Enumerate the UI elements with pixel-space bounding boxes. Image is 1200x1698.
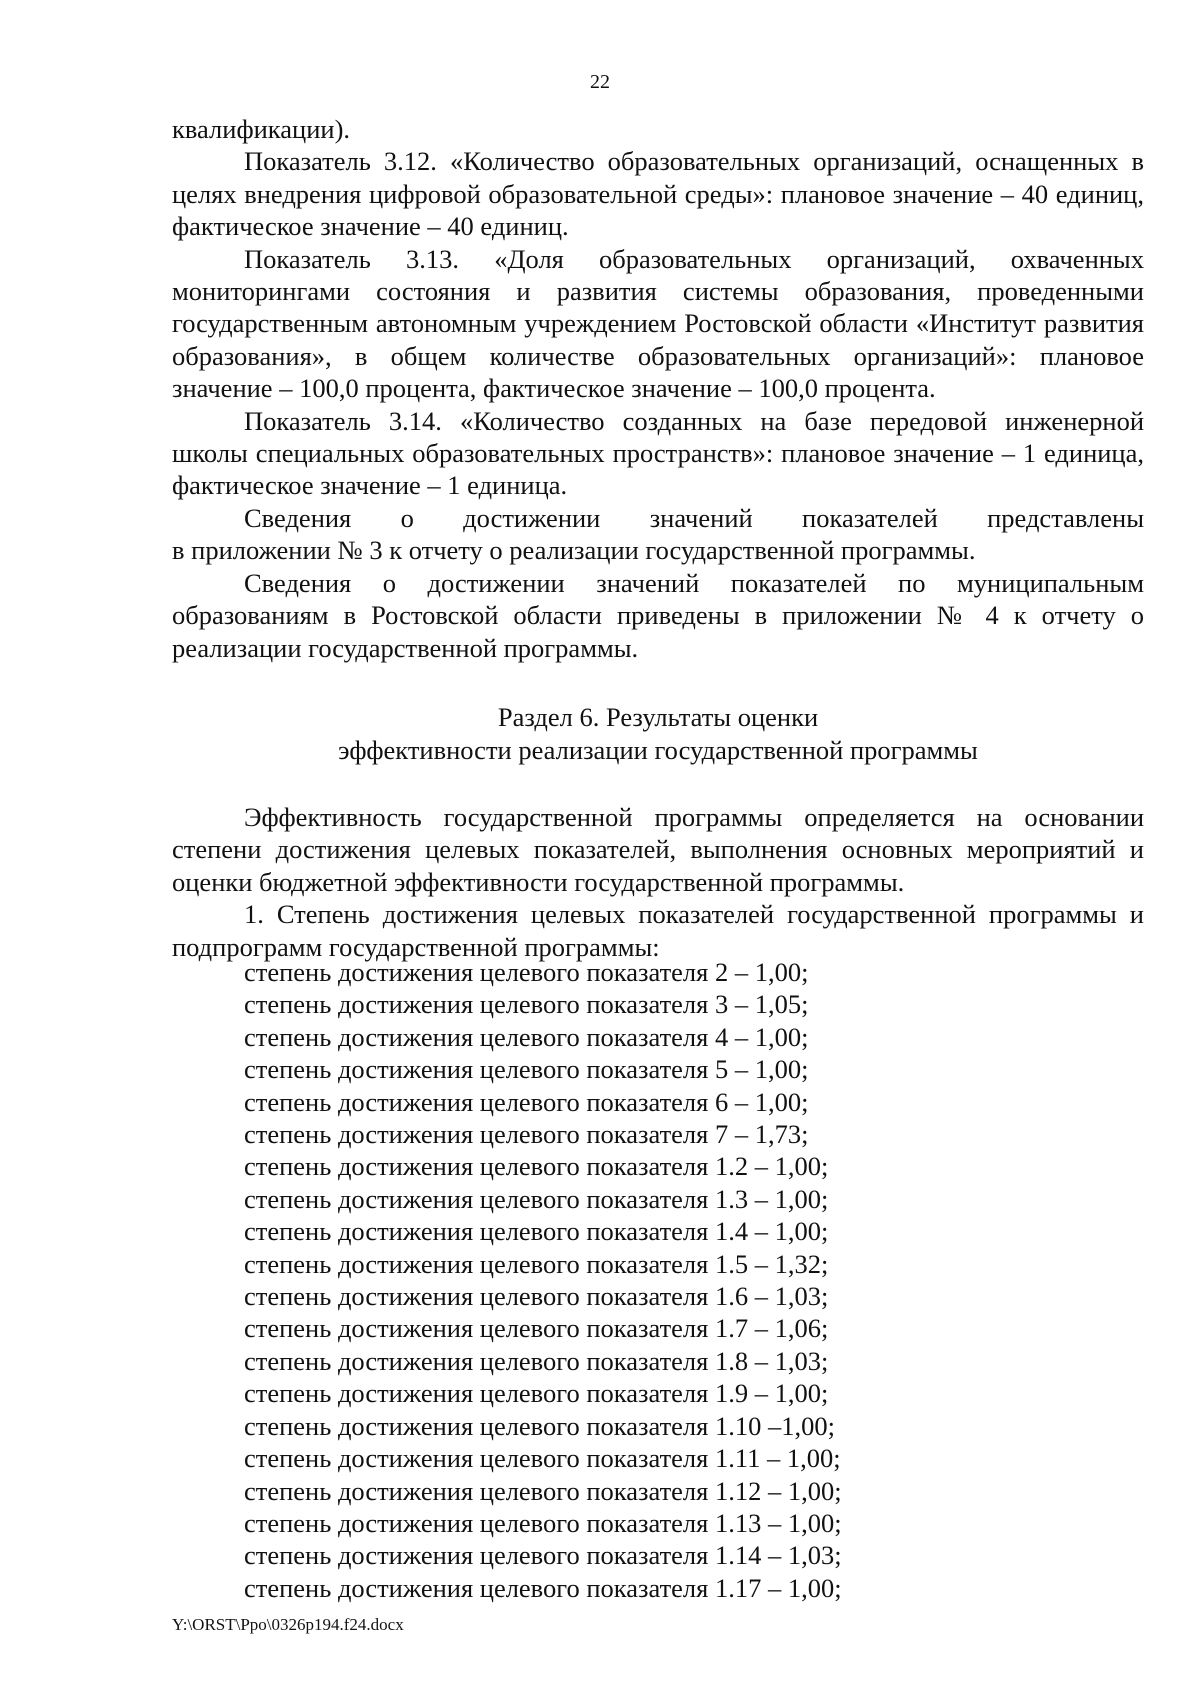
paragraph: Эффективность государственной программы определяется на основании степени достижения целевых показателей, выполнения основных мероприятий и оценки бюджетной эффективности государственной программы. [172, 802, 1144, 897]
indicator-item: степень достижения целевого показателя 3 – 1,05; [244, 989, 809, 1020]
section-title-line: эффективности реализации государственной программы [338, 735, 978, 765]
indicator-item: степень достижения целевого показателя 1.8 – 1,03; [244, 1345, 829, 1376]
indicator-item: степень достижения целевого показателя 1.10 –1,00; [244, 1410, 835, 1441]
indicator-item: степень достижения целевого показателя 1.5 – 1,32; [244, 1248, 829, 1279]
section-body [172, 801, 1144, 963]
paragraph: в приложении № 3 к отчету о реализации государственной программы. [172, 535, 976, 566]
indicator-list [244, 956, 842, 1604]
indicator-item: степень достижения целевого показателя 1.4 – 1,00; [244, 1216, 829, 1247]
paragraph: Показатель 3.13. «Доля образовательных организаций, охваченных мониторингами состояния и развития системы образования, проведенными государственным автономным учреждением Ростовской области «Институт развития образования», в общем количестве образовательных организаций»: плановое значение – 100,0 процента, фактическое значение – 100,0 процента. [172, 243, 1144, 404]
paragraph: Сведения о достижении значений показателей по муниципальным образованиям в Ростовской области приведены в приложении № 4 к отчету о реализации государственной программы. [172, 567, 1144, 663]
body-text [172, 113, 1144, 664]
paragraph: Сведения о достижении значений показателей представлены [244, 502, 1144, 533]
indicator-item: степень достижения целевого показателя 7 – 1,73; [244, 1119, 809, 1150]
indicator-item: степень достижения целевого показателя 1.6 – 1,03; [244, 1281, 829, 1312]
indicator-item: степень достижения целевого показателя 1.11 – 1,00; [244, 1443, 841, 1474]
indicator-item: степень достижения целевого показателя 1.14 – 1,03; [244, 1540, 842, 1571]
indicator-item: степень достижения целевого показателя 1.17 – 1,00; [244, 1572, 842, 1603]
indicator-item: степень достижения целевого показателя 6 – 1,00; [244, 1086, 809, 1117]
indicator-item: степень достижения целевого показателя 1.2 – 1,00; [244, 1151, 829, 1182]
paragraph: Показатель 3.12. «Количество образовательных организаций, оснащенных в целях внедрения цифровой образовательной среды»: плановое значение – 40 единиц, фактическое значение – 40 единиц. [172, 146, 1144, 242]
paragraph: 1. Степень достижения целевых показателей государственной программы и подпрограмм государственной программы: [172, 899, 1144, 962]
paragraph: квалификации). [172, 114, 351, 144]
indicator-item: степень достижения целевого показателя 1.9 – 1,00; [244, 1378, 829, 1409]
indicator-item: степень достижения целевого показателя 1.13 – 1,00; [244, 1507, 842, 1538]
indicator-item: степень достижения целевого показателя 2 – 1,00; [244, 957, 809, 987]
paragraph: Показатель 3.14. «Количество созданных на базе передовой инженерной школы специальных образовательных пространств»: плановое значение – 1 единица, фактическое значение – 1 единица. [172, 405, 1144, 501]
section-heading [172, 701, 1144, 767]
indicator-item: степень достижения целевого показателя 4 – 1,00; [244, 1021, 809, 1052]
file-path-footer: Y:\ORST\Ppo\0326p194.f24.docx [172, 1615, 404, 1634]
indicator-item: степень достижения целевого показателя 1.3 – 1,00; [244, 1183, 829, 1214]
section-title-line: Раздел 6. Результаты оценки [497, 702, 819, 732]
indicator-item: степень достижения целевого показателя 5 – 1,00; [244, 1054, 809, 1085]
indicator-item: степень достижения целевого показателя 1.12 – 1,00; [244, 1475, 842, 1506]
indicator-item: степень достижения целевого показателя 1.7 – 1,06; [244, 1313, 829, 1344]
page-number: 22 [590, 71, 610, 93]
